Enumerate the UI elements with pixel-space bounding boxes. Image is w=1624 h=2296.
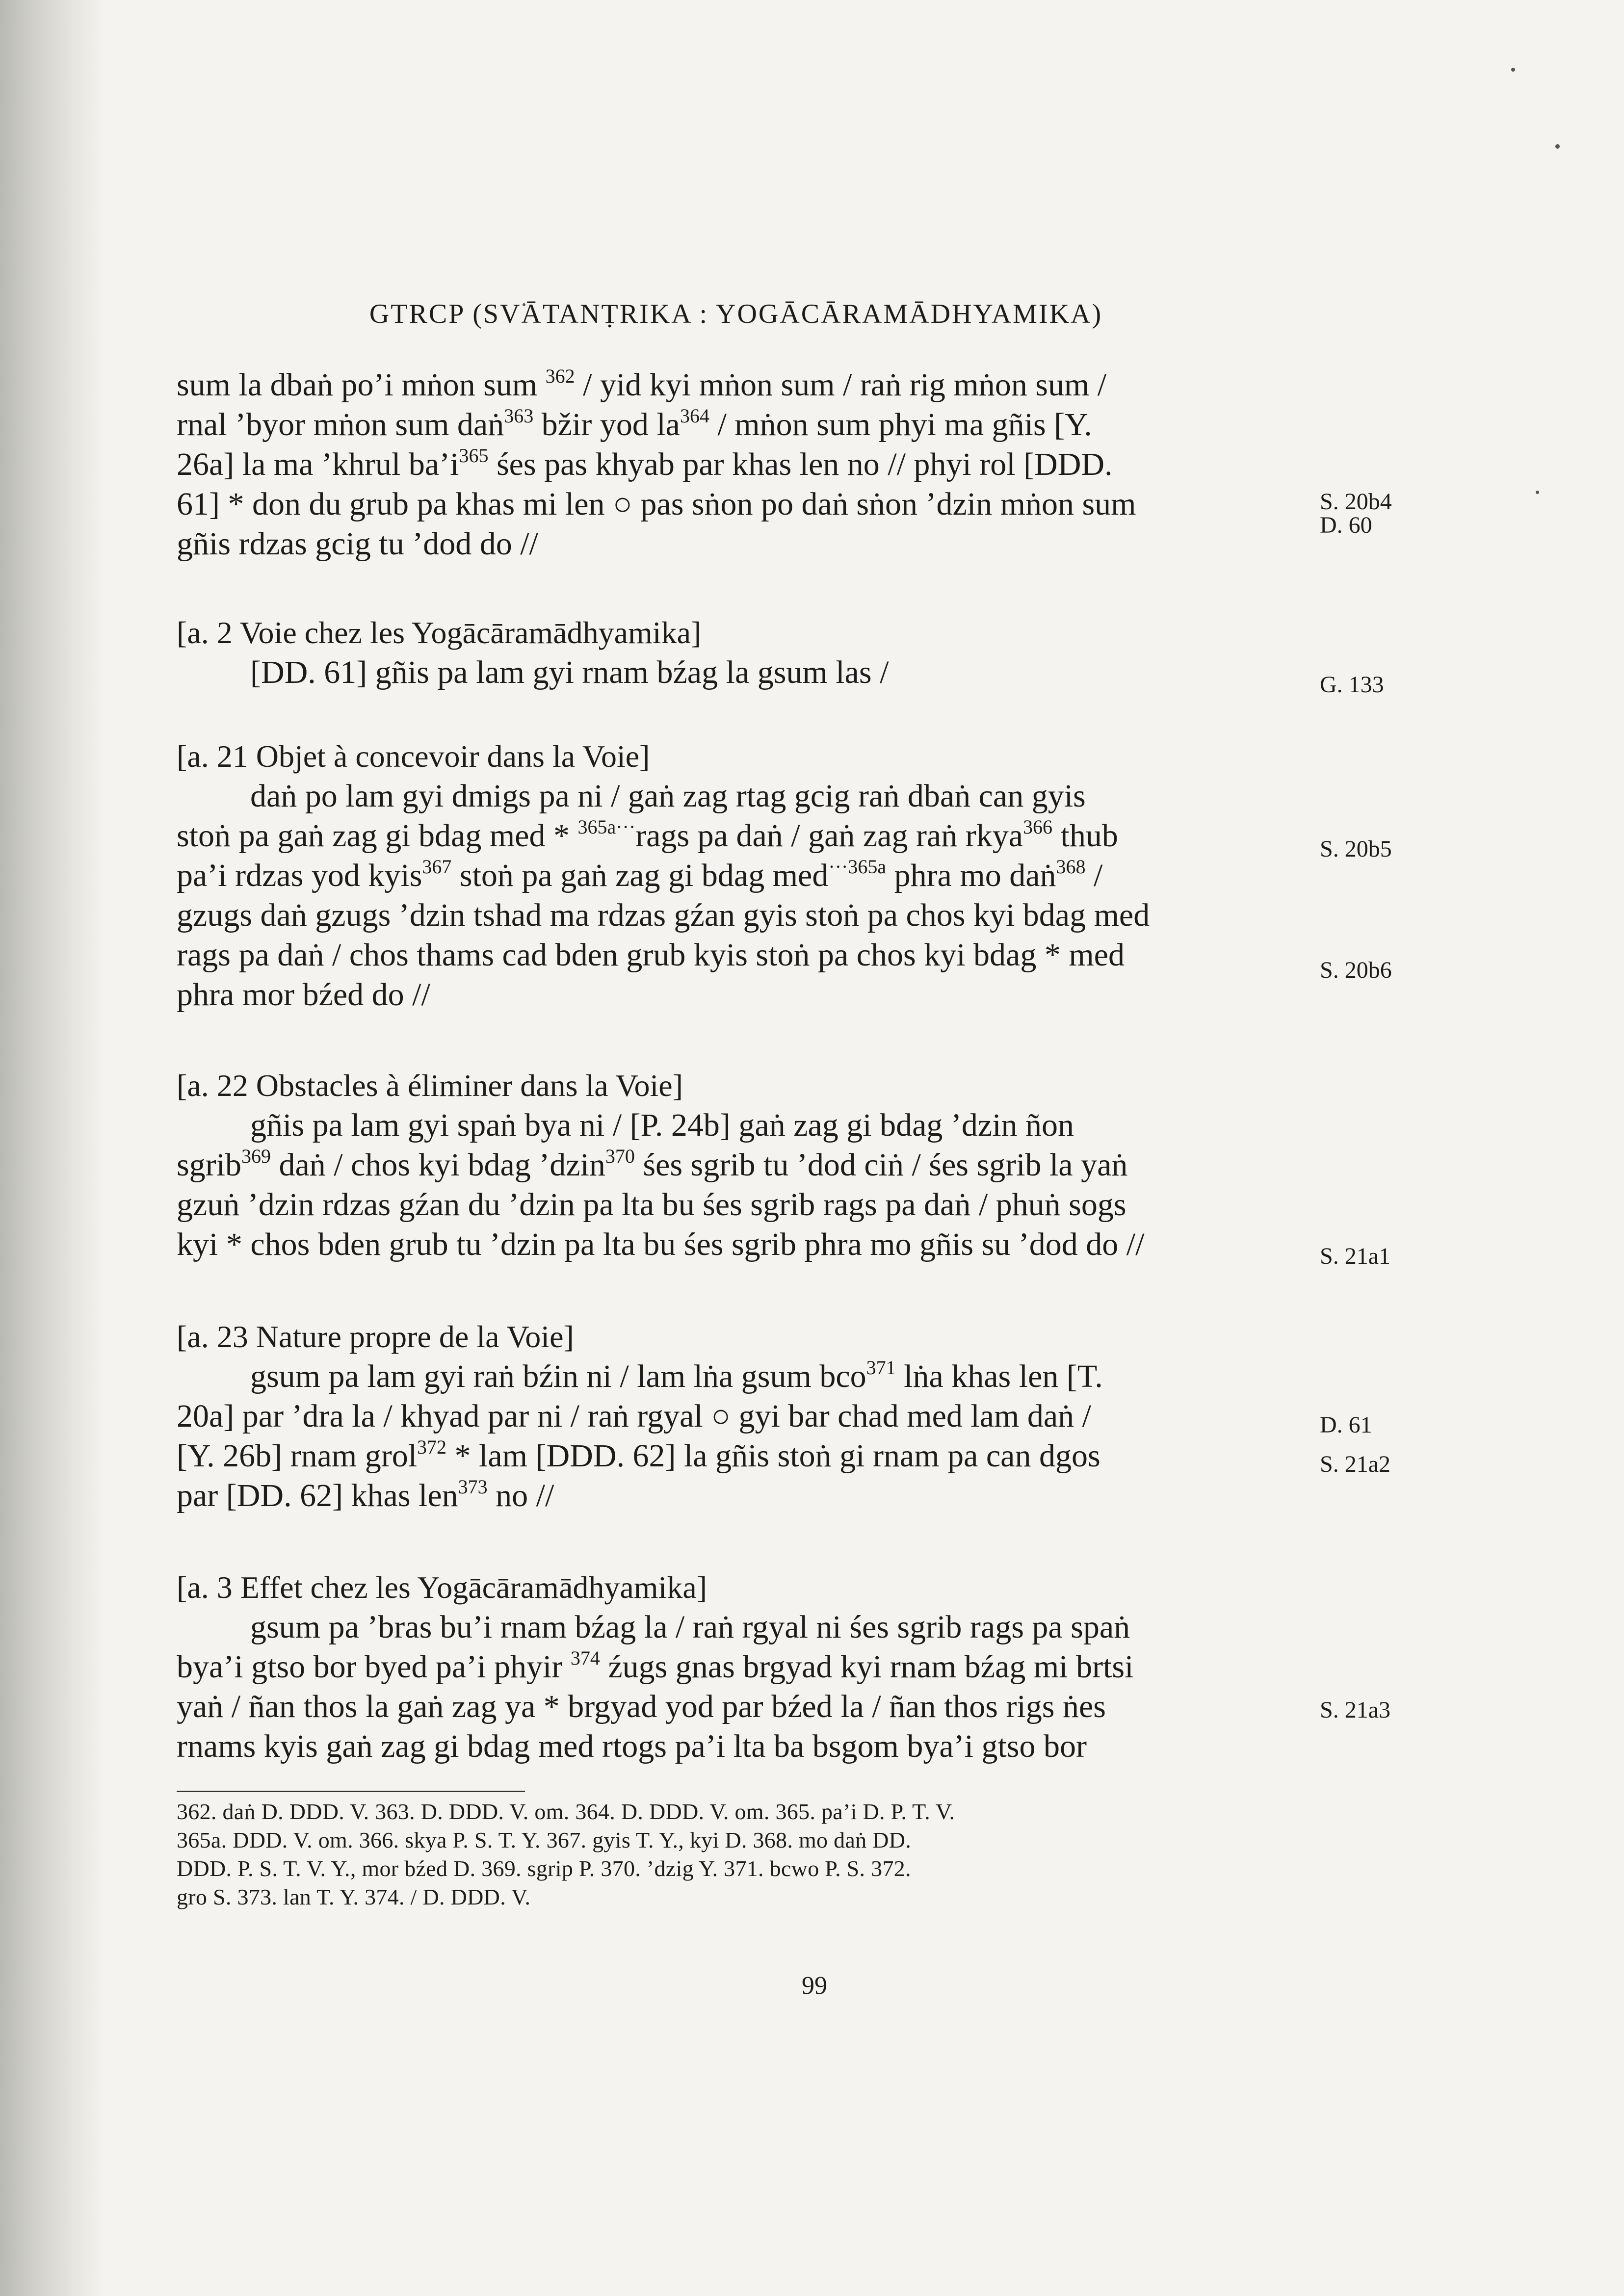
note-ref: 367 [422, 856, 452, 878]
ink-speck [1555, 144, 1560, 149]
text-line [250, 1357, 1103, 1396]
footnote-line: 362. daṅ D. DDD. V. 363. D. DDD. V. om. 364. D. DDD. V. om. 365. pa’i D. P. T. V. [177, 1799, 955, 1824]
text-run: phra mo daṅ [886, 858, 1056, 893]
text-line [177, 1687, 1106, 1726]
text-run: sgrib [177, 1147, 241, 1183]
text-run: [DD. 61] gñis pa lam gyi rnam bźag la gsum las / [250, 654, 889, 690]
note-ref: 363 [504, 405, 534, 427]
text-run: / mṅon sum phyi ma gñis [Y. [709, 407, 1092, 443]
text-line [177, 816, 1118, 856]
text-line [177, 896, 1150, 935]
text-line [177, 524, 538, 564]
note-ref: 369 [241, 1145, 271, 1167]
text-run: daṅ / chos kyi bdag ’dzin [271, 1147, 605, 1183]
text-run: źugs gnas brgyad kyi rnam bźag mi brtsi [600, 1649, 1134, 1685]
text-line [177, 445, 1113, 484]
text-run: 26a] la ma ’khrul ba’i [177, 446, 459, 482]
note-ref: 372 [417, 1436, 447, 1458]
margin-ref: S. 20b5 [1320, 836, 1392, 862]
margin-ref: D. 61 [1320, 1412, 1372, 1438]
text-line [177, 485, 1136, 524]
text-line [177, 1647, 1133, 1687]
note-ref: 366 [1023, 816, 1052, 838]
section-heading: [a. 3 Effet chez les Yogācāramādhyamika] [177, 1570, 707, 1605]
section-heading: [a. 2 Voie chez les Yogācāramādhyamika] [177, 615, 702, 650]
binding-shadow [0, 0, 105, 2296]
note-ref: 362 [545, 365, 575, 387]
text-run: yaṅ / ñan thos la gaṅ zag ya * brgyad yod par bźed la / ñan thos rigs ṅes [177, 1689, 1106, 1724]
note-ref: 364 [680, 405, 709, 427]
text-run: gzuṅ ’dzin rdzas gźan du ’dzin pa lta bu śes sgrib rags pa daṅ / phuṅ sogs [177, 1187, 1126, 1223]
text-run: pa’i rdzas yod kyis [177, 858, 422, 893]
text-run: kyi * chos bden grub tu ’dzin pa lta bu śes sgrib phra mo gñis su ’dod do // [177, 1226, 1145, 1262]
margin-ref: G. 133 [1320, 672, 1384, 698]
text-line [177, 1146, 1127, 1185]
note-ref: 368 [1056, 856, 1086, 878]
margin-ref: S. 21a2 [1320, 1451, 1390, 1477]
text-run: par [DD. 62] khas len [177, 1478, 458, 1513]
text-line [177, 1225, 1144, 1264]
margin-ref: S. 21a1 [1320, 1243, 1390, 1269]
note-ref: 365a··· [577, 816, 636, 838]
text-run: no // [487, 1478, 554, 1513]
text-line [177, 1397, 1091, 1436]
note-ref: ···365a [828, 856, 887, 878]
text-run: bžir yod la [533, 407, 680, 443]
section-heading: [a. 23 Nature propre de la Voie] [177, 1319, 574, 1354]
footnote-rule [177, 1791, 525, 1792]
text-line [250, 653, 889, 692]
text-run: śes pas khyab par khas len no // phyi rol [DDD. [488, 446, 1113, 482]
section-heading: [a. 22 Obstacles à éliminer dans la Voie] [177, 1068, 683, 1103]
ink-speck [1511, 68, 1515, 72]
text-run: gsum pa ’bras bu’i rnam bźag la / raṅ rgyal ni śes sgrib rags pa spaṅ [250, 1609, 1130, 1645]
text-run: rnams kyis gaṅ zag gi bdag med rtogs pa’i lta ba bsgom bya’i gtso bor [177, 1728, 1087, 1764]
text-run: * lam [DDD. 62] la gñis stoṅ gi rnam pa can dgos [446, 1438, 1100, 1474]
note-ref: 365 [459, 444, 489, 467]
text-run: sum la dbaṅ po’i mṅon sum [177, 367, 546, 403]
text-run: [Y. 26b] rnam grol [177, 1438, 418, 1474]
text-line [250, 777, 1086, 816]
text-run: śes sgrib tu ’dod ciṅ / śes sgrib la yaṅ [634, 1147, 1128, 1183]
text-line [177, 365, 1106, 405]
margin-ref: S. 20b4 [1320, 489, 1392, 515]
text-line [177, 1436, 1100, 1476]
text-line [250, 1608, 1130, 1647]
footnote-line: DDD. P. S. T. V. Y., mor bźed D. 369. sgrip P. 370. ’dzig Y. 371. bcwo P. S. 372. [177, 1856, 911, 1881]
text-line [177, 1476, 554, 1515]
text-run: gzugs daṅ gzugs ’dzin tshad ma rdzas gźan gyis stoṅ pa chos kyi bdag med [177, 897, 1150, 933]
margin-ref: D. 60 [1320, 512, 1372, 538]
text-run: rnal ’byor mṅon sum daṅ [177, 407, 504, 443]
margin-ref: S. 20b6 [1320, 957, 1392, 983]
section-heading: [a. 21 Objet à concevoir dans la Voie] [177, 739, 650, 774]
ink-speck [1536, 491, 1539, 494]
text-line [177, 405, 1092, 444]
text-line [177, 856, 1102, 895]
note-ref: 371 [866, 1357, 896, 1379]
text-line [177, 1727, 1087, 1766]
text-run: stoṅ pa gaṅ zag gi bdag med [451, 858, 829, 893]
text-run: daṅ po lam gyi dmigs pa ni / gaṅ zag rtag gcig raṅ dbaṅ can gyis [250, 778, 1086, 814]
text-run: gsum pa lam gyi raṅ bźin ni / lam lṅa gsum bco [250, 1358, 866, 1394]
margin-ref: S. 21a3 [1320, 1697, 1390, 1723]
note-ref: 370 [605, 1145, 635, 1167]
text-run: rags pa daṅ / gaṅ zag raṅ rkya [635, 818, 1023, 854]
text-run: gñis pa lam gyi spaṅ bya ni / [P. 24b] gaṅ zag gi bdag ’dzin ñon [250, 1107, 1074, 1143]
text-run: phra mor bźed do // [177, 977, 430, 1013]
footnote-line: 365a. DDD. V. om. 366. skya P. S. T. Y. 367. gyis T. Y., kyi D. 368. mo daṅ DD. [177, 1827, 912, 1852]
text-line [177, 1185, 1126, 1225]
text-line [177, 936, 1125, 975]
note-ref: 374 [570, 1647, 600, 1669]
text-line [177, 975, 430, 1015]
page-number: 99 [802, 1972, 827, 2000]
text-run: stoṅ pa gaṅ zag gi bdag med * [177, 818, 578, 854]
text-run: 61] * don du grub pa khas mi len ○ pas sṅon po daṅ sṅon ’dzin mṅon sum [177, 486, 1136, 522]
note-ref: 373 [458, 1476, 488, 1498]
text-run: thub [1052, 818, 1118, 854]
text-run: bya’i gtso bor byed pa’i phyir [177, 1649, 571, 1685]
text-run: rags pa daṅ / chos thams cad bden grub kyis stoṅ pa chos kyi bdag * med [177, 937, 1125, 973]
text-run: gñis rdzas gcig tu ’dod do // [177, 526, 538, 562]
text-line [250, 1106, 1074, 1145]
footnote-line: gro S. 373. lan T. Y. 374. / D. DDD. V. [177, 1884, 531, 1909]
running-head: GTRCP (SVĀTANṬRIKA : YOGĀCĀRAMĀDHYAMIKA) [369, 299, 1103, 329]
text-run: / yid kyi mṅon sum / raṅ rig mṅon sum / [575, 367, 1107, 403]
text-run: 20a] par ’dra la / khyad par ni / raṅ rgyal ○ gyi bar chad med lam daṅ / [177, 1398, 1091, 1434]
text-run: / [1085, 858, 1103, 893]
text-run: lṅa khas len [T. [895, 1358, 1103, 1394]
